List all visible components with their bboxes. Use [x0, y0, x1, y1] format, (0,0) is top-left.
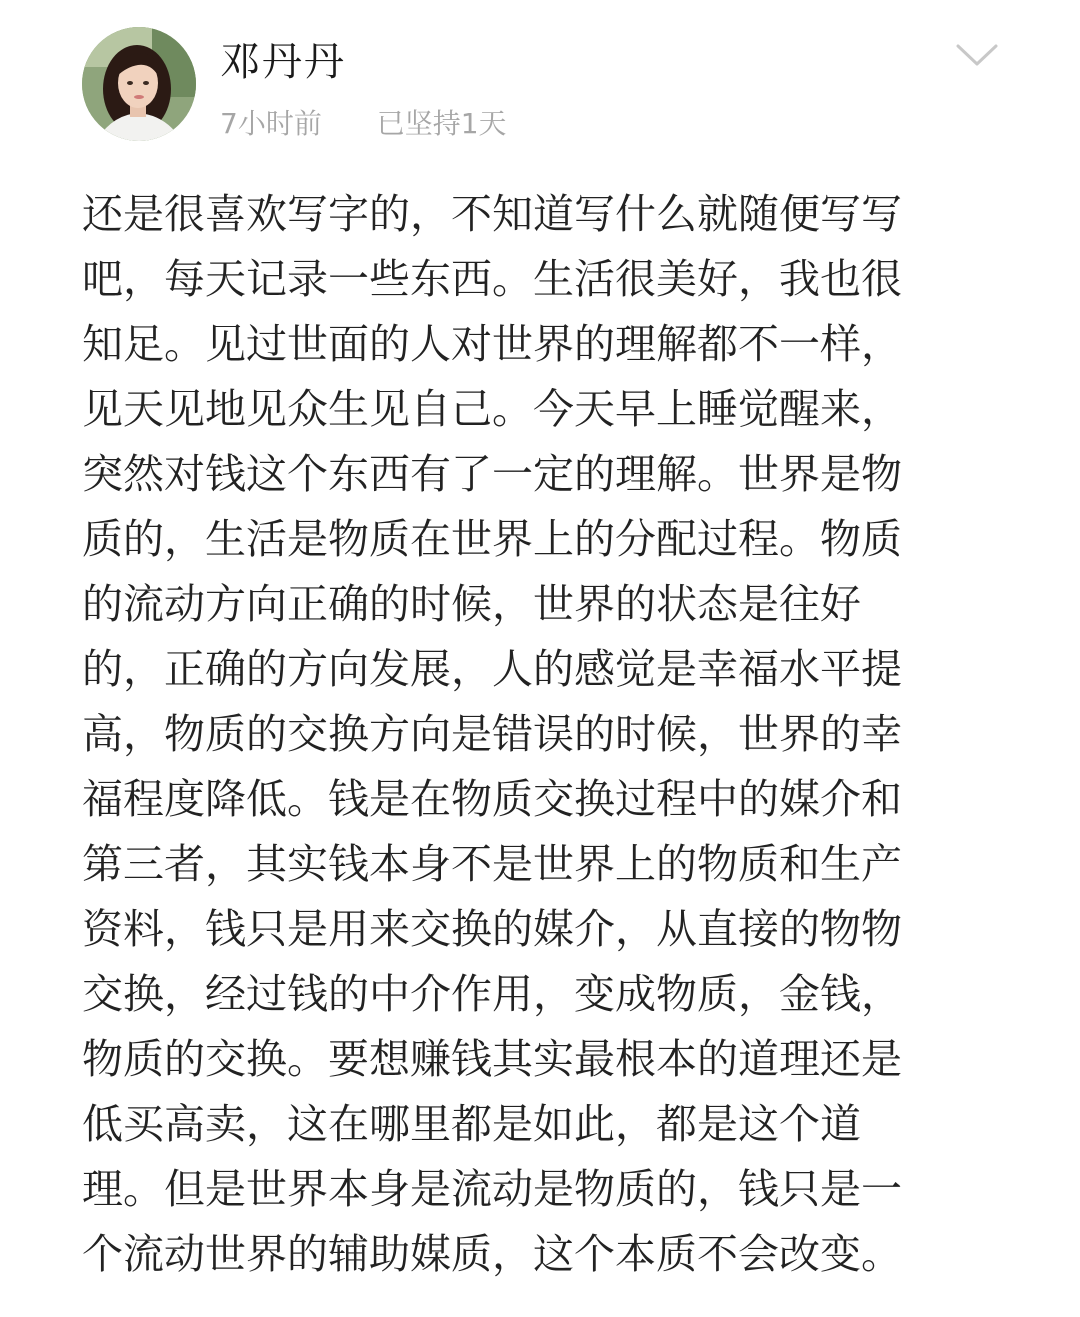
post-text-line: 吧，每天记录一些东西。生活很美好，我也很	[82, 255, 902, 303]
post-text-line: 个流动世界的辅助媒质，这个本质不会改变。	[82, 1230, 902, 1278]
post-meta	[220, 104, 507, 144]
post-text-line: 的，正确的方向发展，人的感觉是幸福水平提	[82, 645, 902, 693]
post-text-line: 突然对钱这个东西有了一定的理解。世界是物	[82, 450, 902, 498]
post-text-line: 资料，钱只是用来交换的媒介，从直接的物物	[82, 905, 902, 953]
post-text-line: 高，物质的交换方向是错误的时候，世界的幸	[82, 710, 902, 758]
post-time: 7小时前	[220, 107, 322, 140]
post-text-line: 见天见地见众生见自己。今天早上睡觉醒来，	[82, 385, 902, 433]
post-body-text	[82, 182, 902, 1287]
streak-badge: 已坚持1天	[376, 107, 507, 140]
post-text-line: 知足。见过世面的人对世界的理解都不一样，	[82, 320, 902, 368]
post-text-line: 还是很喜欢写字的，不知道写什么就随便写写	[82, 190, 902, 238]
post-text-line: 质的，生活是物质在世界上的分配过程。物质	[82, 515, 902, 563]
post-text-line: 低买高卖，这在哪里都是如此，都是这个道	[82, 1100, 861, 1148]
post-text-line: 第三者，其实钱本身不是世界上的物质和生产	[82, 840, 902, 888]
avatar-photo	[82, 27, 196, 141]
post-text-line: 物质的交换。要想赚钱其实最根本的道理还是	[82, 1035, 902, 1083]
chevron-down-icon[interactable]	[952, 36, 1002, 72]
author-name[interactable]: 邓丹丹	[220, 39, 346, 85]
post-text-line: 理。但是世界本身是流动是物质的，钱只是一	[82, 1165, 902, 1213]
author-avatar[interactable]	[82, 27, 196, 141]
post-text-line: 福程度降低。钱是在物质交换过程中的媒介和	[82, 775, 902, 823]
post-text-line: 的流动方向正确的时候，世界的状态是往好	[82, 580, 861, 628]
post-text-line: 交换，经过钱的中介作用，变成物质，金钱，	[82, 970, 902, 1018]
